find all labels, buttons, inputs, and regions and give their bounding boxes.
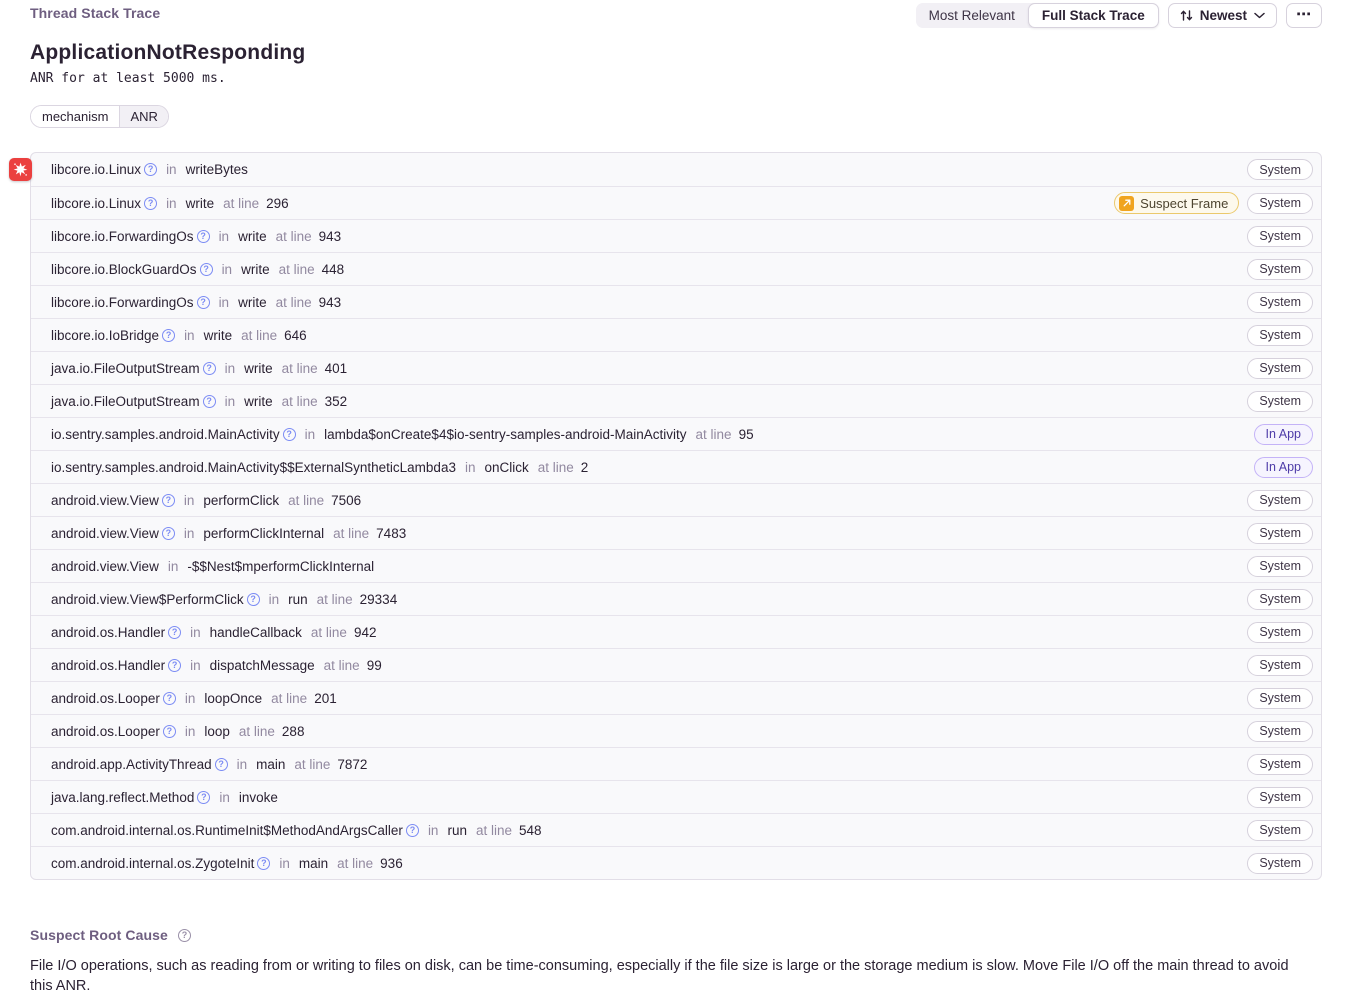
frame-function: -$$Nest$mperformClickInternal (187, 558, 375, 574)
frame-info (51, 823, 542, 838)
frame-function: performClickInternal (203, 525, 325, 541)
frame-in-label: in (167, 558, 179, 574)
frame-module: libcore.io.IoBridge (51, 327, 160, 343)
stack-frame-row[interactable] (31, 747, 1321, 780)
stack-frame-row[interactable] (31, 813, 1321, 846)
frame-info (51, 790, 278, 805)
frame-badges (1114, 192, 1313, 214)
frame-atline-label: at line (271, 690, 308, 706)
frame-function: write (241, 261, 270, 277)
frame-origin-badge: System (1247, 193, 1313, 214)
frame-module: libcore.io.BlockGuardOs (51, 261, 197, 277)
frame-atline-label: at line (537, 459, 574, 475)
frame-module: java.io.FileOutputStream (51, 360, 200, 376)
stack-frame-row[interactable] (31, 318, 1321, 351)
anr-crashed-thread-icon (9, 158, 32, 181)
frame-help-icon[interactable]: ? (144, 197, 157, 210)
frame-origin-badge: System (1247, 358, 1313, 379)
frame-origin-badge: In App (1254, 424, 1313, 445)
frame-in-label: in (166, 195, 177, 211)
frame-function: write (185, 195, 215, 211)
frame-atline-label: at line (288, 492, 325, 508)
frame-line-number: 7872 (337, 756, 368, 772)
event-title: ApplicationNotResponding (30, 41, 306, 64)
frame-origin-badge: System (1247, 820, 1313, 841)
frame-atline-label: at line (281, 360, 318, 376)
frame-in-label: in (183, 492, 195, 508)
stack-frame-row[interactable] (31, 483, 1321, 516)
frame-help-icon[interactable]: ? (168, 659, 181, 672)
frame-in-label: in (224, 360, 236, 376)
frame-function: lambda$onCreate$4$io-sentry-samples-android-MainActivity (324, 426, 687, 442)
frame-info (51, 724, 304, 739)
frame-help-icon[interactable]: ? (163, 725, 176, 738)
frame-line-number: 7483 (376, 525, 407, 541)
frame-help-icon[interactable]: ? (257, 857, 270, 870)
stack-frame-row[interactable] (31, 384, 1321, 417)
frame-origin-badge: System (1247, 159, 1313, 180)
frame-info (51, 493, 361, 508)
frame-in-label: in (218, 228, 230, 244)
frame-atline-label: at line (316, 591, 353, 607)
frame-info (51, 427, 754, 442)
frame-module: com.android.internal.os.RuntimeInit$MethodAndArgsCaller (51, 822, 403, 838)
frame-in-label: in (218, 294, 230, 310)
frame-help-icon[interactable]: ? (200, 263, 213, 276)
frame-origin-badge: System (1247, 490, 1313, 511)
suspect-frame-label: Suspect Frame (1140, 195, 1229, 211)
frame-help-icon[interactable]: ? (406, 824, 419, 837)
frame-line-number: 936 (380, 855, 403, 871)
frame-function: write (238, 228, 267, 244)
frame-badges (1247, 259, 1313, 280)
frame-badges (1247, 292, 1313, 313)
frame-line-number: 296 (266, 195, 289, 211)
tag-value: ANR (119, 106, 167, 127)
stack-frame-row[interactable] (31, 582, 1321, 615)
frame-module: libcore.io.ForwardingOs (51, 294, 194, 310)
frame-info (51, 460, 588, 475)
frame-line-number: 352 (324, 393, 348, 409)
frame-line-number: 942 (353, 624, 377, 640)
frame-function: performClick (203, 492, 280, 508)
segment-most-relevant[interactable]: Most Relevant (928, 8, 1015, 23)
frame-function: write (244, 360, 273, 376)
frame-module: libcore.io.ForwardingOs (51, 228, 194, 244)
frame-badges (1247, 622, 1313, 643)
frame-in-label: in (221, 261, 233, 277)
frame-line-number: 548 (519, 822, 542, 838)
stack-frame-row[interactable] (31, 615, 1321, 648)
frame-module: android.app.ActivityThread (51, 756, 212, 772)
frame-origin-badge: System (1247, 259, 1313, 280)
frame-module: android.os.Handler (51, 624, 166, 640)
frame-help-icon[interactable]: ? (144, 163, 157, 176)
tag-mechanism[interactable] (30, 105, 169, 128)
frame-origin-badge: System (1247, 556, 1313, 577)
frame-in-label: in (304, 426, 316, 442)
frame-help-icon[interactable]: ? (162, 527, 175, 540)
frame-line-number: 943 (318, 294, 342, 310)
frame-module: java.io.FileOutputStream (51, 393, 200, 409)
stack-frame-row[interactable] (31, 252, 1321, 285)
frame-badges (1247, 589, 1313, 610)
frame-origin-badge: System (1247, 721, 1313, 742)
frame-line-number: 29334 (359, 591, 398, 607)
frame-atline-label: at line (281, 393, 318, 409)
section-title: Thread Stack Trace (30, 5, 161, 21)
stack-frame-row[interactable] (31, 648, 1321, 681)
frame-badges (1247, 853, 1313, 874)
frame-atline-label: at line (333, 525, 370, 541)
frame-info (51, 394, 347, 409)
frame-help-icon[interactable]: ? (162, 494, 175, 507)
frame-line-number: 646 (284, 327, 307, 343)
more-options-button[interactable] (1286, 3, 1322, 28)
frame-module: com.android.internal.os.ZygoteInit (51, 855, 255, 871)
frame-badges (1247, 655, 1313, 676)
sort-arrows-icon (1180, 9, 1193, 22)
stack-frame-row[interactable] (31, 450, 1321, 483)
frame-origin-badge: System (1247, 325, 1313, 346)
frame-origin-badge: System (1247, 787, 1313, 808)
frame-atline-label: at line (294, 756, 331, 772)
frame-function: write (203, 327, 233, 343)
frame-help-icon[interactable]: ? (203, 395, 216, 408)
frame-origin-badge: In App (1254, 457, 1313, 478)
event-subtitle: ANR for at least 5000 ms. (30, 71, 226, 86)
frame-atline-label: at line (275, 228, 312, 244)
frame-info (51, 856, 403, 871)
frame-atline-label: at line (337, 855, 374, 871)
frame-function: writeBytes (185, 162, 248, 177)
frame-badges (1254, 424, 1313, 445)
frame-line-number: 201 (314, 690, 337, 706)
stack-frame-row[interactable] (31, 714, 1321, 747)
frame-badges (1247, 226, 1313, 247)
frame-help-icon[interactable]: ? (163, 692, 176, 705)
top-bar (30, 3, 1322, 29)
frame-in-label: in (279, 855, 290, 871)
frame-origin-badge: System (1247, 292, 1313, 313)
frame-badges (1247, 391, 1313, 412)
frame-module: io.sentry.samples.android.MainActivity$$ExternalSyntheticLambda3 (51, 459, 456, 475)
frame-origin-badge: System (1247, 226, 1313, 247)
tags-row (30, 105, 1322, 128)
frame-function: onClick (484, 459, 529, 475)
frame-origin-badge: System (1247, 754, 1313, 775)
frame-line-number: 7506 (331, 492, 362, 508)
frame-atline-label: at line (310, 624, 347, 640)
frame-help-icon[interactable]: ? (247, 593, 260, 606)
header-controls (916, 3, 1322, 28)
frame-info (51, 196, 289, 211)
frame-info (51, 295, 341, 310)
frame-atline-label: at line (278, 261, 315, 277)
stack-frame-list (30, 152, 1322, 880)
frame-info (51, 757, 367, 772)
stack-frame-row[interactable] (31, 351, 1321, 384)
frame-in-label: in (219, 789, 230, 805)
frame-module: android.os.Handler (51, 657, 166, 673)
frame-origin-badge: System (1247, 589, 1313, 610)
frame-help-icon[interactable]: ? (162, 329, 175, 342)
suspect-frame-badge[interactable] (1114, 192, 1239, 214)
frame-info (51, 229, 341, 244)
frame-in-label: in (427, 822, 439, 838)
frame-info (51, 658, 382, 673)
stack-frame-row[interactable] (31, 681, 1321, 714)
frame-help-icon[interactable]: ? (197, 791, 210, 804)
root-cause-description: File I/O operations, such as reading from or writing to files on disk, can be time-consuming, especially if the file size is large or the storage medium is slow. Move File I/O off the main thread to avoid this ANR. (30, 958, 1289, 994)
frame-atline-label: at line (275, 294, 312, 310)
frame-line-number: 95 (738, 426, 754, 442)
frame-info (51, 625, 376, 640)
frame-in-label: in (464, 459, 476, 475)
stack-frame-row[interactable] (31, 219, 1321, 252)
stack-frame-row[interactable] (31, 285, 1321, 318)
frame-function: write (238, 294, 267, 310)
root-cause-header (30, 927, 1322, 943)
frame-help-icon[interactable]: ? (283, 428, 296, 441)
frame-in-label: in (184, 327, 195, 343)
frame-help-icon[interactable]: ? (197, 296, 210, 309)
frame-help-icon[interactable]: ? (203, 362, 216, 375)
stack-frame-row[interactable] (31, 780, 1321, 813)
frame-line-number: 448 (321, 261, 345, 277)
frame-atline-label: at line (223, 195, 260, 211)
frame-module: java.lang.reflect.Method (51, 789, 195, 805)
frame-atline-label: at line (323, 657, 360, 673)
frame-info (51, 592, 397, 607)
stack-frame-row[interactable] (31, 186, 1321, 219)
frame-info (51, 559, 374, 574)
relevance-segmented-control (916, 3, 1159, 28)
frame-info (51, 262, 344, 277)
frame-badges (1247, 325, 1313, 346)
frame-function: main (298, 855, 329, 871)
frame-atline-label: at line (695, 426, 732, 442)
frame-help-icon[interactable]: ? (215, 758, 228, 771)
frame-module: android.view.View (51, 492, 159, 508)
frame-info (51, 691, 337, 706)
chevron-down-icon (1254, 12, 1265, 19)
frame-line-number: 401 (324, 360, 348, 376)
stack-frame-row[interactable] (31, 846, 1321, 879)
frame-help-icon[interactable]: ? (197, 230, 210, 243)
frame-function: run (447, 822, 467, 838)
frame-badges (1247, 688, 1313, 709)
frame-in-label: in (190, 657, 201, 673)
frame-function: run (288, 591, 308, 607)
frame-in-label: in (268, 591, 280, 607)
frame-info (51, 361, 347, 376)
tag-key: mechanism (31, 106, 119, 127)
frame-badges (1247, 358, 1313, 379)
frame-badges (1247, 820, 1313, 841)
frame-module: android.view.View (51, 525, 159, 541)
frame-badges (1247, 490, 1313, 511)
frame-module: libcore.io.Linux (51, 162, 142, 177)
frame-origin-badge: System (1247, 622, 1313, 643)
frame-function: loop (204, 723, 230, 739)
frame-function: main (256, 756, 286, 772)
frame-in-label: in (184, 690, 196, 706)
frame-badges (1247, 523, 1313, 544)
frame-function: handleCallback (209, 624, 302, 640)
frame-module: android.os.Looper (51, 723, 160, 739)
frame-badges (1247, 754, 1313, 775)
frame-module: libcore.io.Linux (51, 195, 142, 211)
frame-line-number: 2 (580, 459, 589, 475)
frame-origin-badge: System (1247, 853, 1313, 874)
frame-in-label: in (236, 756, 248, 772)
root-cause-title: Suspect Root Cause (30, 927, 168, 943)
frame-function: dispatchMessage (209, 657, 315, 673)
frame-line-number: 943 (318, 228, 342, 244)
stack-frame-row[interactable] (31, 549, 1321, 582)
sort-label: Newest (1199, 8, 1247, 23)
frame-badges (1247, 159, 1313, 180)
frame-line-number: 288 (281, 723, 305, 739)
frame-info (51, 526, 406, 541)
frame-in-label: in (224, 393, 236, 409)
frame-function: loopOnce (204, 690, 263, 706)
external-link-icon (1119, 196, 1134, 211)
frame-badges (1247, 787, 1313, 808)
stack-frame-row[interactable] (31, 153, 1321, 186)
frame-line-number: 99 (366, 657, 382, 673)
stack-frame-row[interactable] (31, 516, 1321, 549)
frame-atline-label: at line (475, 822, 512, 838)
ellipsis-icon: ⋯ (1296, 5, 1312, 23)
stack-frame-row[interactable] (31, 417, 1321, 450)
root-cause-help-icon[interactable]: ? (178, 929, 191, 942)
frame-function: write (244, 393, 273, 409)
frame-origin-badge: System (1247, 523, 1313, 544)
frame-module: android.os.Looper (51, 690, 160, 706)
frame-origin-badge: System (1247, 688, 1313, 709)
frame-badges (1247, 721, 1313, 742)
frame-help-icon[interactable]: ? (168, 626, 181, 639)
frame-badges (1247, 556, 1313, 577)
sort-newest-button[interactable] (1168, 3, 1277, 28)
frame-atline-label: at line (238, 723, 275, 739)
frame-module: io.sentry.samples.android.MainActivity (51, 426, 280, 442)
frame-in-label: in (183, 525, 195, 541)
frame-function: invoke (238, 789, 278, 805)
frame-info (51, 162, 248, 177)
frame-in-label: in (190, 624, 201, 640)
frame-origin-badge: System (1247, 655, 1313, 676)
frame-origin-badge: System (1247, 391, 1313, 412)
segment-full-stack-trace[interactable]: Full Stack Trace (1028, 3, 1159, 28)
frame-in-label: in (166, 162, 177, 177)
frame-atline-label: at line (241, 327, 278, 343)
frame-module: android.view.View$PerformClick (51, 591, 244, 607)
frame-badges (1254, 457, 1313, 478)
frame-info (51, 328, 307, 343)
frame-module: android.view.View (51, 558, 159, 574)
frame-in-label: in (184, 723, 196, 739)
